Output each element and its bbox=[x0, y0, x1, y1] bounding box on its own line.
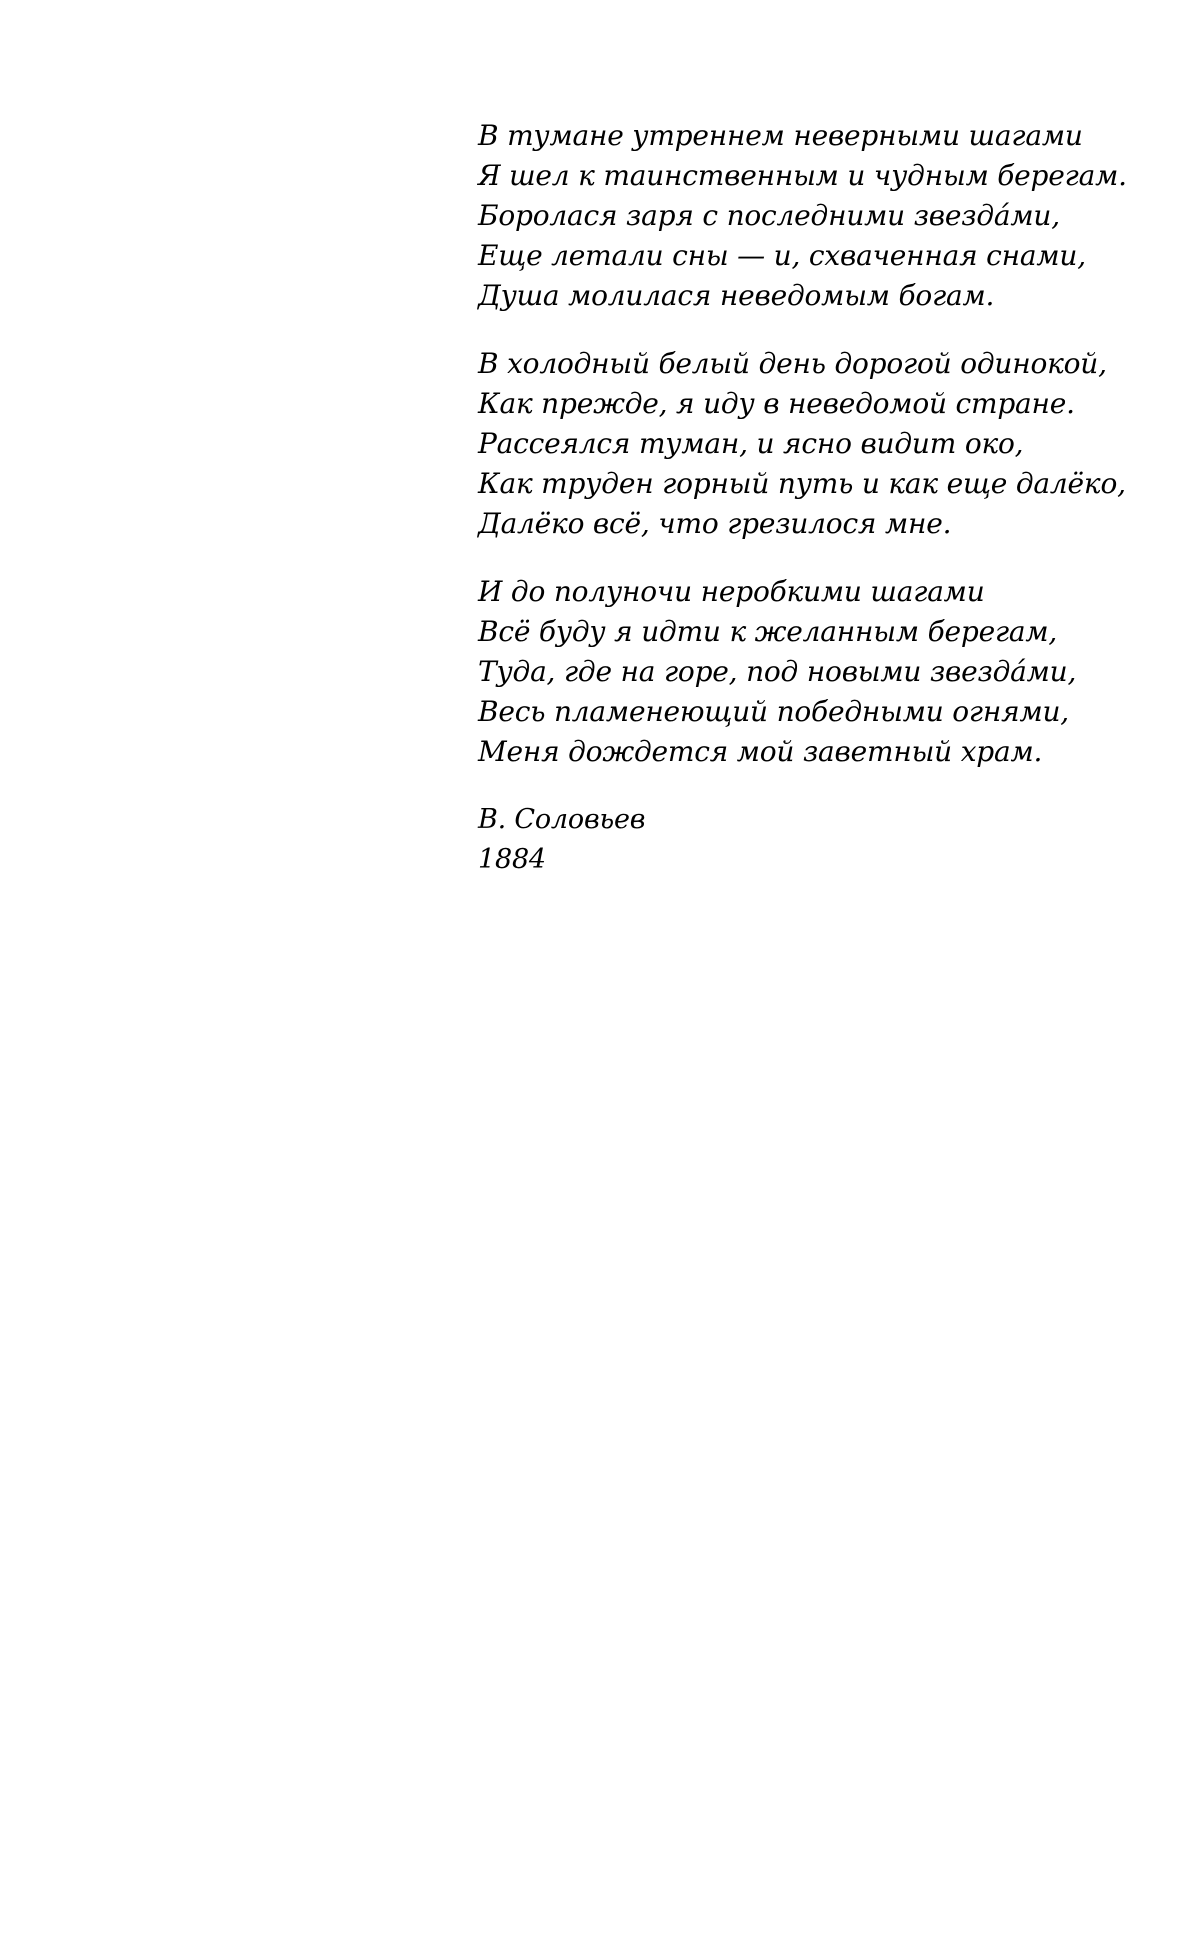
poem-author: В. Соловьев bbox=[478, 804, 646, 835]
poem-line: И до полуночи неробкими шагами bbox=[478, 575, 985, 608]
poem-line: В тумане утреннем неверными шагами bbox=[478, 119, 1083, 152]
poem-line: Туда, где на горе, под новыми звездáми, bbox=[478, 655, 1077, 688]
poem-line: Душа молилася неведомым богам. bbox=[478, 279, 995, 312]
poem-line: Еще летали сны — и, схваченная снами, bbox=[478, 239, 1086, 272]
poem-line: Всё буду я идти к желанным берегам, bbox=[478, 615, 1058, 648]
stanza-3 bbox=[478, 572, 1168, 772]
poem bbox=[478, 116, 1168, 880]
poem-line: Рассеялся туман, и ясно видит око, bbox=[478, 427, 1024, 460]
poem-line: Меня дождется мой заветный храм. bbox=[478, 735, 1043, 768]
stanza-2 bbox=[478, 344, 1168, 544]
signature bbox=[478, 800, 1168, 880]
stanza-1 bbox=[478, 116, 1168, 316]
poem-line: В холодный белый день дорогой одинокой, bbox=[478, 347, 1107, 380]
poem-line: Весь пламенеющий победными огнями, bbox=[478, 695, 1070, 728]
poem-line: Я шел к таинственным и чудным берегам. bbox=[478, 159, 1127, 192]
poem-line: Боролася заря с последними звездáми, bbox=[478, 199, 1060, 232]
poem-line: Как труден горный путь и как еще далёко, bbox=[478, 467, 1126, 500]
poem-year: 1884 bbox=[478, 844, 546, 875]
poem-line: Далёко всё, что грезилося мне. bbox=[478, 507, 952, 540]
poem-line: Как прежде, я иду в неведомой стране. bbox=[478, 387, 1075, 420]
